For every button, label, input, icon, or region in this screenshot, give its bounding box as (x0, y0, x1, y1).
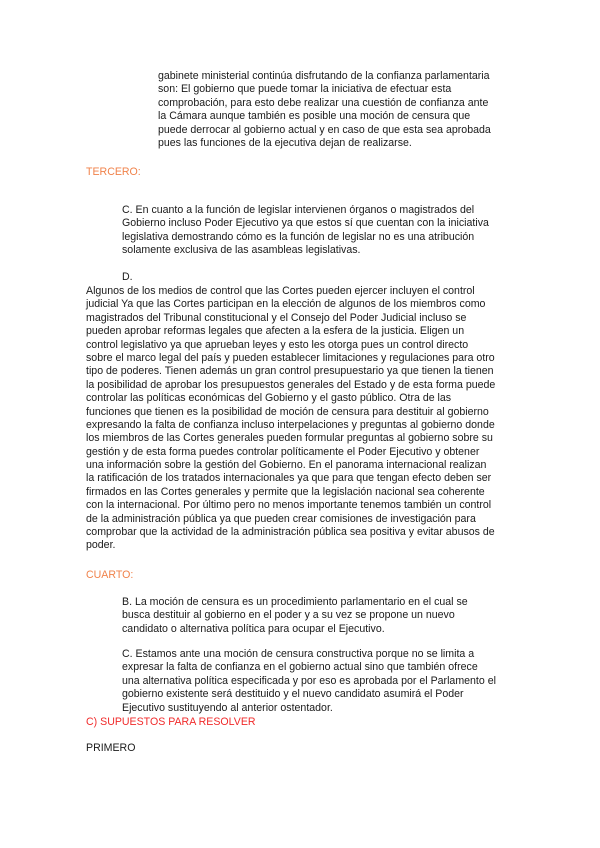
text-line: C. Estamos ante una moción de censura constructiva porque no se limita a (122, 648, 475, 660)
text-line: expresando la falta de confianza incluso interpelaciones y preguntas al gobierno donde (86, 418, 495, 431)
text-line: magistrados del Tribunal constitucional y el Consejo del Poder Judicial incluso se (86, 311, 467, 324)
text-line: D. (122, 271, 133, 283)
answer-b-cuarto (122, 596, 468, 636)
text-line: una alternativa política especificada y por eso es aprobada por el Parlamento el (122, 674, 496, 687)
text-line: C. En cuanto a la función de legislar intervienen órganos o magistrados del (122, 204, 475, 216)
text-line: pues las funciones de la ejecutiva dejan de realizarse. (158, 136, 412, 149)
text-line: busca destituir al gobierno en el poder y a su vez se propone un nuevo (122, 609, 455, 622)
text-line: Gobierno incluso Poder Ejecutivo ya que estos sí que cuentan con la iniciativa (122, 217, 489, 230)
text-line: tipo de poderes. Tienen además un gran control presupuestario ya que tienen la tienen (86, 365, 494, 378)
text-line: son: El gobierno que puede tomar la iniciativa de efectuar esta (158, 83, 452, 96)
answer-c-tercero (122, 204, 489, 258)
text-line: CUARTO: (86, 569, 134, 581)
text-line: legislativa demostrando cómo es la función de legislar no es una atribución (122, 230, 475, 243)
text-line: firmados en las Cortes generales y permite que la legislación nacional sea coherente (86, 485, 485, 498)
text-line: poder. (86, 539, 116, 552)
text-line: expresar la falta de confianza en el gobierno actual sino que también ofrece (122, 661, 478, 674)
text-line: TERCERO: (86, 166, 141, 178)
text-line: la Cámara aunque también es posible una moción de censura que (158, 110, 471, 123)
text-line: judicial Ya que las Cortes participan en la elección de algunos de los miembros como (86, 298, 486, 311)
heading-primero (86, 742, 135, 755)
answer-c-cuarto (122, 648, 496, 715)
text-line: gestión y de esta forma puedes controlar políticamente el Poder Ejecutivo y obtener (86, 445, 480, 458)
answer-d-label (122, 271, 133, 284)
text-line: control legislativo ya que aprueban leyes y esto les otorga pues un control directo (86, 338, 469, 351)
text-line: comprobar que la actividad de la administración pública sea positiva y evitar abusos de (86, 526, 495, 539)
text-line: una información sobre la gestión del Gobierno. En el panorama internacional realizan (86, 459, 487, 472)
text-line: la ratificación de los tratados internacionales ya que para que tengan efecto deben ser (86, 472, 492, 485)
heading-supuestos (86, 716, 256, 729)
text-line: B. La moción de censura es un procedimiento parlamentario en el cual se (122, 596, 468, 608)
text-line: los miembros de las Cortes generales pueden formular preguntas al gobierno sobre su (86, 432, 493, 445)
text-line: Algunos de los medios de control que las Cortes pueden ejercer incluyen el control (86, 285, 475, 297)
text-line: puede derrocar al gobierno actual y en caso de que esta sea aprobada (158, 123, 491, 136)
text-line: gabinete ministerial continúa disfrutando de la confianza parlamentaria (158, 70, 490, 82)
text-line: controlar las políticas económicas del Gobierno y el gasto público. Otra de las (86, 392, 452, 405)
text-line: solamente exclusiva de las asambleas legislativas. (122, 244, 361, 257)
text-line: sobre el marco legal del país y pueden establecer limitaciones y regulaciones para otro (86, 351, 495, 364)
text-line: funciones que tienen es la posibilidad de moción de censura para destituir al gobierno (86, 405, 489, 418)
text-line: pueden aprobar reformas legales que afecten a la esfera de la justicia. Eligen un (86, 325, 465, 338)
intro-paragraph (158, 70, 491, 150)
heading-tercero (86, 166, 141, 179)
text-line: la posibilidad de aprobar los presupuestos generales del Estado y de esta forma puede (86, 378, 496, 391)
text-line: candidato o alternativa política para ocupar el Ejecutivo. (122, 622, 385, 635)
text-line: gobierno existente será destituido y el nuevo candidato asumirá el Poder (122, 688, 464, 701)
text-line: PRIMERO (86, 742, 136, 754)
text-line: Ejecutivo sustituyendo al anterior ostentador. (122, 701, 333, 714)
text-line: C) SUPUESTOS PARA RESOLVER (86, 716, 256, 728)
heading-cuarto (86, 569, 133, 582)
text-line: de la administración pública ya que pueden crear comisiones de investigación para (86, 512, 476, 525)
text-line: con la internacional. Por último pero no menos importante tenemos también un control (86, 499, 492, 512)
answer-d-paragraph (86, 285, 495, 553)
text-line: comprobación, para esto debe realizar una cuestión de confianza ante (158, 96, 489, 109)
